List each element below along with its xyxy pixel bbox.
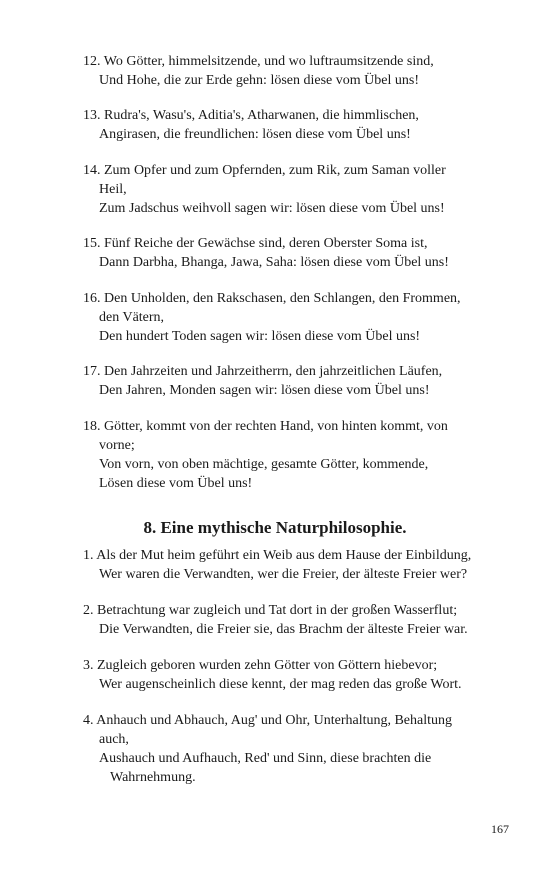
section-heading: 8. Eine mythische Naturphilosophie. [143,518,407,537]
verse-line: 16. Den Unholden, den Rakschasen, den Schlangen, den Frommen, [83,291,461,306]
verse-line: auch, [99,732,129,747]
verse-line: Wer augenscheinlich diese kennt, der mag reden das große Wort. [99,677,462,692]
verse-16 [83,289,523,346]
verse-line: 15. Fünf Reiche der Gewächse sind, deren Oberster Soma ist, [83,236,428,251]
verse-line: den Vätern, [99,310,165,325]
verse-3 [83,656,523,694]
verse-line: Angirasen, die freundlichen: lösen diese vom Übel uns! [99,127,411,142]
verse-line: Dann Darbha, Bhanga, Jawa, Saha: lösen diese vom Übel uns! [99,255,449,270]
verse-line: Von vorn, von oben mächtige, gesamte Götter, kommende, [99,457,429,472]
page-number: 167 [491,822,509,836]
verse-13 [83,106,523,144]
verse-line: Die Verwandten, die Freier sie, das Brachm der älteste Freier war. [99,622,468,637]
verse-18 [83,417,523,493]
verse-line: 17. Den Jahrzeiten und Jahrzeitherrn, den jahrzeitlichen Läufen, [83,364,443,379]
verse-line: 2. Betrachtung war zugleich und Tat dort in der großen Wasserflut; [83,603,458,618]
verse-line: Zum Jadschus weihvoll sagen wir: lösen diese vom Übel uns! [99,201,445,216]
verse-line: Wahrnehmung. [110,770,196,785]
verse-line: Den Jahren, Monden sagen wir: lösen diese vom Übel uns! [99,383,430,398]
verse-line: Lösen diese vom Übel uns! [99,476,253,491]
verse-17 [83,362,523,400]
verse-line: Wer waren die Verwandten, wer die Freier, der älteste Freier wer? [99,567,468,582]
verse-2 [83,601,523,639]
verse-1 [83,546,523,584]
verse-line: Aushauch und Aufhauch, Red' und Sinn, diese brachten die [99,751,432,766]
verse-14 [83,161,523,218]
verse-line: 3. Zugleich geboren wurden zehn Götter von Göttern hiebevor; [83,658,438,673]
verse-line: 12. Wo Götter, himmelsitzende, und wo luftraumsitzende sind, [83,54,434,69]
verse-12 [83,52,523,90]
verse-4 [83,711,523,787]
verse-line: Den hundert Toden sagen wir: lösen diese vom Übel uns! [99,329,421,344]
verse-line: Und Hohe, die zur Erde gehn: lösen diese vom Übel uns! [99,73,419,88]
verse-line: 14. Zum Opfer und zum Opfernden, zum Rik, zum Saman voller [83,163,446,178]
verse-15 [83,234,523,272]
verse-line: 4. Anhauch und Abhauch, Aug' und Ohr, Unterhaltung, Behaltung [83,713,453,728]
verse-line: Heil, [99,182,127,197]
verse-line: vorne; [99,438,135,453]
verse-line: 13. Rudra's, Wasu's, Aditia's, Atharwanen, die himmlischen, [83,108,419,123]
verse-line: 18. Götter, kommt von der rechten Hand, von hinten kommt, von [83,419,448,434]
verse-line: 1. Als der Mut heim geführt ein Weib aus dem Hause der Einbildung, [83,548,472,563]
